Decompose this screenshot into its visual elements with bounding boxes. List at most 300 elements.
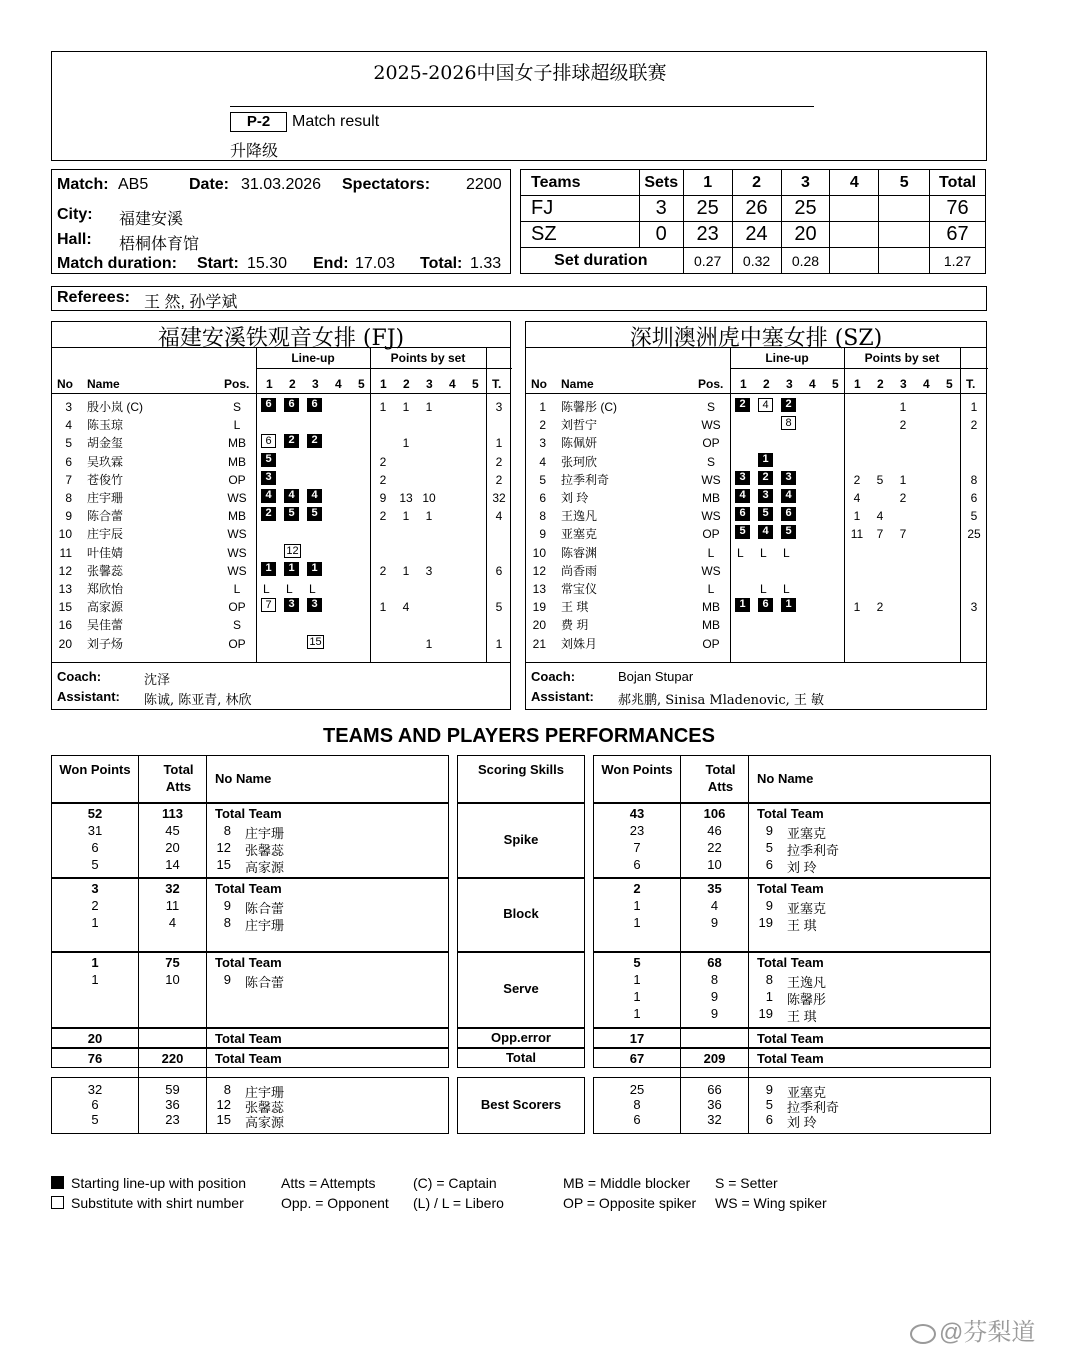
player-name: 庄宇辰	[87, 527, 124, 542]
col-total-atts: Total Atts	[163, 762, 194, 794]
referees-value: 王 然, 孙学斌	[144, 294, 238, 311]
starting-position-box: 2	[284, 434, 299, 448]
total-atts: 46	[707, 823, 722, 838]
libero-marker: L	[737, 545, 744, 560]
substitute-box: 12	[284, 544, 301, 558]
col-head-name: Name	[561, 377, 594, 391]
team-name: 福建安溪铁观音女排 (FJ)	[157, 326, 405, 351]
points-by-set: 13	[399, 491, 413, 505]
performance-title: TEAMS AND PLAYERS PERFORMANCES	[323, 725, 715, 747]
starting-position-box: 3	[261, 471, 276, 485]
won-points: 20	[87, 1031, 103, 1046]
starting-position-box: 5	[284, 507, 299, 521]
player-row	[52, 489, 512, 507]
player-position: S	[706, 400, 715, 414]
total-team-label: Total Team	[757, 806, 824, 821]
total-atts: 75	[165, 955, 180, 970]
col-head-points-set: 2	[403, 377, 410, 391]
player-name: 张珂欣	[561, 454, 598, 469]
won-points: 3	[91, 881, 99, 896]
player-total-points: 6	[970, 491, 978, 505]
sets-head-3: 3	[781, 170, 830, 196]
player-name: 王 琪	[787, 1009, 817, 1024]
points-by-set: 7	[899, 527, 907, 542]
starting-position-box: 4	[284, 489, 299, 503]
player-number: 7	[65, 472, 72, 487]
player-name: 亚塞克	[787, 826, 827, 841]
player-no: 8	[765, 972, 773, 987]
assistant-label: Assistant:	[57, 689, 120, 704]
player-row	[52, 598, 512, 616]
player-no: 15	[216, 857, 231, 872]
team-code: FJ	[521, 196, 640, 222]
legend-libero: (L) / L = Libero	[413, 1195, 504, 1211]
best-points: 6	[633, 1112, 641, 1127]
referees-box	[51, 286, 987, 311]
libero-marker: L	[783, 545, 790, 560]
player-position: WS	[701, 509, 721, 524]
player-number: 4	[65, 418, 72, 433]
skill-name: Spike	[503, 831, 539, 847]
player-position: OP	[702, 527, 720, 542]
points-by-set: 1	[853, 509, 861, 524]
player-row	[526, 434, 988, 452]
player-total-points: 5	[495, 600, 503, 615]
starting-position-box: 4	[781, 489, 796, 503]
libero-marker: L	[309, 582, 316, 596]
player-number: 16	[58, 618, 72, 633]
assistant-value: 郝兆鹏, Sinisa Mladenovic, 王 敏	[618, 693, 825, 708]
player-name: 胡金玺	[87, 436, 124, 451]
col-no-name: No Name	[215, 771, 272, 786]
points-by-set: 4	[402, 600, 410, 615]
header-box	[51, 51, 987, 161]
points-by-set: 2	[379, 563, 387, 578]
best-player-name: 亚塞克	[787, 1085, 827, 1100]
points-by-set: 5	[876, 472, 884, 487]
team-table-fj	[51, 321, 511, 710]
points-by-set: 1	[379, 400, 387, 414]
player-row	[526, 507, 988, 525]
best-player-no: 15	[216, 1112, 231, 1127]
total-team-label: Total Team	[757, 955, 824, 970]
col-head-lineup-set: 3	[786, 377, 793, 391]
best-player-name: 庄宇珊	[245, 1085, 285, 1100]
player-number: 19	[532, 600, 546, 615]
player-position: OP	[228, 472, 246, 487]
won-points: 7	[633, 840, 641, 855]
player-row	[52, 544, 512, 562]
total-atts: 220	[161, 1051, 184, 1066]
substitute-box: 6	[261, 434, 276, 448]
col-head-pos: Pos.	[698, 377, 724, 391]
starting-lineup-icon	[51, 1176, 64, 1189]
total-atts: 32	[165, 881, 180, 896]
player-total-points: 1	[495, 436, 503, 451]
won-points: 1	[633, 989, 641, 1004]
points-by-set: 1	[379, 600, 387, 615]
starting-position-box: 3	[735, 471, 750, 485]
competition-title: 2025-2026中国女子排球超级联赛	[373, 62, 667, 84]
player-number: 20	[532, 618, 546, 633]
player-number: 5	[539, 472, 546, 487]
set-duration	[830, 248, 879, 274]
legend-op: OP = Opposite spiker	[563, 1195, 697, 1211]
best-player-name: 高家源	[245, 1115, 285, 1130]
player-no: 5	[765, 840, 773, 855]
player-name: 叶佳婧	[87, 545, 124, 560]
skill-name: Opp.error	[491, 1030, 551, 1045]
total-atts: 35	[707, 881, 722, 896]
total-team-label: Total Team	[757, 1031, 824, 1046]
best-points: 8	[633, 1097, 641, 1112]
hall-label: Hall:	[57, 231, 92, 248]
player-position: MB	[702, 491, 720, 505]
best-atts: 36	[165, 1097, 180, 1112]
lineup-header: Line-up	[765, 351, 809, 365]
header-hline	[526, 393, 986, 394]
total-team-label: Total Team	[215, 806, 282, 821]
header-divider	[230, 106, 814, 107]
set-duration: 0.27	[683, 248, 732, 274]
player-name: 王逸凡	[787, 975, 827, 990]
col-head-points-set: 3	[900, 377, 907, 391]
sets-table	[520, 169, 986, 274]
points-by-set: 1	[899, 400, 907, 414]
sets-head-teams: Teams	[521, 170, 640, 196]
coach-value: Bojan Stupar	[618, 669, 694, 684]
player-name: 陈合蕾	[87, 509, 124, 524]
substitute-icon	[51, 1196, 64, 1209]
col-head-name: Name	[87, 377, 120, 391]
player-row	[52, 453, 512, 471]
won-points: 1	[633, 972, 641, 987]
points-by-set: 11	[850, 527, 864, 542]
starting-position-box: 6	[261, 398, 276, 412]
player-name: 刘 玲	[561, 491, 589, 505]
points-by-set: 2	[853, 472, 861, 487]
player-row	[526, 398, 988, 416]
col-head-lineup-set: 2	[763, 377, 770, 391]
points-by-set: 4	[876, 509, 884, 524]
player-number: 9	[539, 527, 546, 542]
won-points: 2	[633, 881, 641, 896]
best-player-no: 6	[765, 1112, 773, 1127]
player-total-points: 8	[970, 472, 978, 487]
lineup-header: Line-up	[291, 351, 335, 365]
points-by-set: 1	[402, 509, 410, 524]
player-position: L	[707, 582, 715, 596]
spectators-value: 2200	[466, 176, 502, 193]
won-points: 23	[629, 823, 645, 838]
player-name: 高家源	[245, 860, 285, 875]
best-atts: 32	[707, 1112, 722, 1127]
player-row	[526, 471, 988, 489]
starting-position-box: 6	[284, 398, 299, 412]
best-points: 32	[87, 1082, 103, 1097]
col-head-points-set: 5	[472, 377, 479, 391]
player-name: 常宝仪	[561, 582, 598, 596]
won-points: 43	[629, 806, 645, 821]
player-position: MB	[702, 600, 720, 615]
start-label: Start:	[197, 255, 239, 272]
match-value: AB5	[118, 176, 149, 193]
won-points: 31	[87, 823, 103, 838]
best-atts: 23	[165, 1112, 180, 1127]
starting-position-box: 6	[307, 398, 322, 412]
libero-marker: L	[263, 582, 270, 596]
player-number: 1	[539, 400, 546, 414]
player-no: 12	[216, 840, 231, 855]
player-position: S	[706, 454, 715, 469]
legend-starting: Starting line-up with position	[71, 1175, 247, 1191]
total-team-label: Total Team	[757, 1051, 824, 1066]
player-name: 吴佳蕾	[87, 618, 124, 633]
date-label: Date:	[189, 176, 230, 193]
report-subtitle: Match result	[292, 113, 380, 130]
col-head-points-set: 4	[923, 377, 930, 391]
starting-position-box: 5	[758, 507, 773, 521]
sets-head-2: 2	[732, 170, 781, 196]
starting-position-box: 1	[758, 453, 773, 467]
total-atts: 22	[707, 840, 722, 855]
player-number: 8	[539, 509, 546, 524]
set-score	[830, 196, 879, 222]
player-row	[526, 453, 988, 471]
skill-name: Block	[503, 906, 539, 921]
starting-position-box: 5	[735, 525, 750, 539]
player-name: 刘哲宁	[561, 418, 598, 433]
won-points: 1	[633, 915, 641, 930]
end-label: End:	[313, 255, 349, 272]
col-head-lineup-set: 3	[312, 377, 319, 391]
player-position: WS	[701, 563, 721, 578]
col-no-name: No Name	[757, 771, 814, 786]
col-won-points: Won Points	[59, 762, 131, 777]
best-points: 5	[91, 1112, 99, 1127]
total-value: 1.33	[470, 255, 502, 272]
spectators-label: Spectators:	[342, 176, 431, 193]
player-number: 12	[532, 563, 546, 578]
best-player-name: 刘 玲	[787, 1115, 817, 1130]
points-by-set: 2	[899, 418, 907, 433]
vline	[748, 1077, 749, 1134]
player-name: 庄宇珊	[245, 826, 285, 841]
starting-position-box: 4	[758, 525, 773, 539]
won-points: 2	[91, 898, 99, 913]
legend-captain: (C) = Captain	[413, 1175, 497, 1191]
player-total-points: 3	[970, 600, 978, 615]
player-total-points: 5	[970, 509, 978, 524]
player-name: 亚塞克	[787, 901, 827, 916]
player-name: 陈睿渊	[561, 545, 598, 560]
round-label: 升降级	[230, 143, 279, 160]
legend-opp: Opp. = Opponent	[281, 1195, 389, 1211]
player-no: 9	[765, 823, 773, 838]
best-player-no: 5	[765, 1097, 773, 1112]
total-atts: 106	[703, 806, 726, 821]
set-score	[879, 196, 930, 222]
best-player-no: 12	[216, 1097, 231, 1112]
total-label: Total:	[420, 255, 463, 272]
starting-position-box: 6	[735, 507, 750, 521]
points-header: Points by set	[390, 351, 466, 365]
starting-position-box: 2	[758, 471, 773, 485]
start-value: 15.30	[247, 255, 288, 272]
total-atts: 14	[165, 857, 180, 872]
set-score: 24	[732, 222, 781, 248]
date-value: 31.03.2026	[241, 176, 322, 193]
total-score: 76	[930, 196, 986, 222]
player-name: 刘 玲	[787, 860, 817, 875]
total-atts: 20	[165, 840, 180, 855]
player-number: 4	[539, 454, 546, 469]
best-player-name: 拉季利奇	[787, 1100, 840, 1115]
player-name: 刘子炀	[87, 636, 124, 651]
legend-setter: S = Setter	[715, 1175, 778, 1191]
points-by-set: 2	[379, 472, 387, 487]
substitute-box: 4	[758, 398, 773, 412]
player-no: 19	[758, 1006, 773, 1021]
player-row	[52, 635, 512, 653]
player-name: 郑欣怡	[87, 582, 124, 596]
player-position: MB	[228, 509, 246, 524]
player-position: OP	[228, 636, 246, 651]
player-name: 刘姝月	[561, 636, 598, 651]
sets-row-sz	[521, 222, 986, 248]
player-number: 21	[532, 636, 546, 651]
team-code: SZ	[521, 222, 640, 248]
player-name: 尚香雨	[561, 563, 598, 578]
col-head-no: No	[57, 377, 73, 391]
team-table-sz	[525, 321, 987, 710]
match-label: Match:	[57, 176, 109, 193]
starting-position-box: 1	[261, 562, 276, 576]
assistant-label: Assistant:	[531, 689, 594, 704]
player-name: 张馨蕊	[87, 563, 124, 578]
points-by-set: 1	[402, 563, 410, 578]
footer-hline	[526, 662, 986, 663]
col-head-no: No	[531, 377, 547, 391]
set-duration-label: Set duration	[521, 248, 684, 274]
col-head-points-set: 1	[854, 377, 861, 391]
set-duration-total: 1.27	[930, 248, 986, 274]
total-atts: 4	[168, 915, 177, 930]
sets-head-1: 1	[683, 170, 732, 196]
points-by-set: 1	[853, 600, 861, 615]
set-score: 20	[781, 222, 830, 248]
best-player-name: 张馨蕊	[245, 1100, 285, 1115]
col-head-total: T.	[492, 377, 502, 391]
starting-position-box: 6	[758, 598, 773, 612]
player-row	[526, 525, 988, 543]
libero-marker: L	[783, 582, 790, 596]
player-name: 吴玖霖	[87, 454, 124, 469]
starting-position-box: 5	[781, 525, 796, 539]
col-head-points-set: 5	[946, 377, 953, 391]
best-scorers-label: Best Scorers	[480, 1097, 562, 1112]
points-by-set: 1	[402, 400, 410, 414]
player-row	[52, 525, 512, 543]
best-points: 6	[91, 1097, 99, 1112]
sets-head-4: 4	[830, 170, 879, 196]
subheader-hline	[256, 368, 512, 369]
player-row	[52, 434, 512, 452]
weibo-logo-icon	[910, 1324, 936, 1344]
points-by-set: 1	[425, 400, 433, 414]
col-head-lineup-set: 1	[740, 377, 747, 391]
sets-won: 3	[639, 196, 683, 222]
starting-position-box: 2	[261, 507, 276, 521]
player-number: 13	[58, 582, 72, 596]
starting-position-box: 1	[781, 598, 796, 612]
skill-name: Total	[505, 1050, 537, 1065]
col-total-atts: Total Atts	[705, 762, 736, 794]
player-position: WS	[227, 563, 247, 578]
col-head-lineup-set: 2	[289, 377, 296, 391]
footer-hline	[52, 662, 510, 663]
player-row	[52, 398, 512, 416]
player-no: 9	[223, 972, 231, 987]
best-player-no: 8	[223, 1082, 231, 1097]
set-score	[830, 222, 879, 248]
player-no: 1	[765, 989, 773, 1004]
player-row	[52, 616, 512, 634]
starting-position-box: 4	[735, 489, 750, 503]
libero-marker: L	[286, 582, 293, 596]
col-head-lineup-set: 4	[809, 377, 816, 391]
total-atts: 10	[165, 972, 180, 987]
won-points: 52	[87, 806, 103, 821]
col-head-pos: Pos.	[224, 377, 250, 391]
player-total-points: 2	[970, 418, 978, 433]
col-head-points-set: 2	[877, 377, 884, 391]
legend-mb: MB = Middle blocker	[563, 1175, 691, 1191]
header-hline	[52, 393, 510, 394]
player-position: WS	[227, 527, 247, 542]
col-head-lineup-set: 5	[358, 377, 365, 391]
points-by-set: 1	[425, 636, 433, 651]
won-points: 6	[633, 857, 641, 872]
player-row	[526, 598, 988, 616]
starting-position-box: 5	[261, 453, 276, 467]
player-position: OP	[228, 600, 246, 615]
player-name: 陈合蕾	[245, 975, 285, 990]
player-position: OP	[702, 636, 720, 651]
won-points: 17	[629, 1031, 645, 1046]
total-atts: 45	[165, 823, 180, 838]
points-by-set: 2	[379, 509, 387, 524]
player-position: L	[233, 582, 241, 596]
player-name: 张馨蕊	[245, 843, 285, 858]
duration-label: Match duration:	[57, 255, 177, 272]
total-atts: 113	[162, 806, 183, 821]
points-by-set: 2	[379, 454, 387, 469]
best-atts: 36	[707, 1097, 722, 1112]
player-position: MB	[702, 618, 720, 633]
total-atts: 10	[707, 857, 722, 872]
coach-value: 沈泽	[144, 672, 171, 687]
player-position: L	[707, 545, 715, 560]
won-points: 67	[629, 1051, 645, 1066]
player-name: 王 琪	[787, 918, 817, 933]
player-position: MB	[228, 436, 246, 451]
total-team-label: Total Team	[215, 1051, 282, 1066]
player-number: 10	[532, 545, 546, 560]
match-info-box	[51, 169, 511, 274]
starting-position-box: 3	[284, 598, 299, 612]
player-row	[526, 635, 988, 653]
